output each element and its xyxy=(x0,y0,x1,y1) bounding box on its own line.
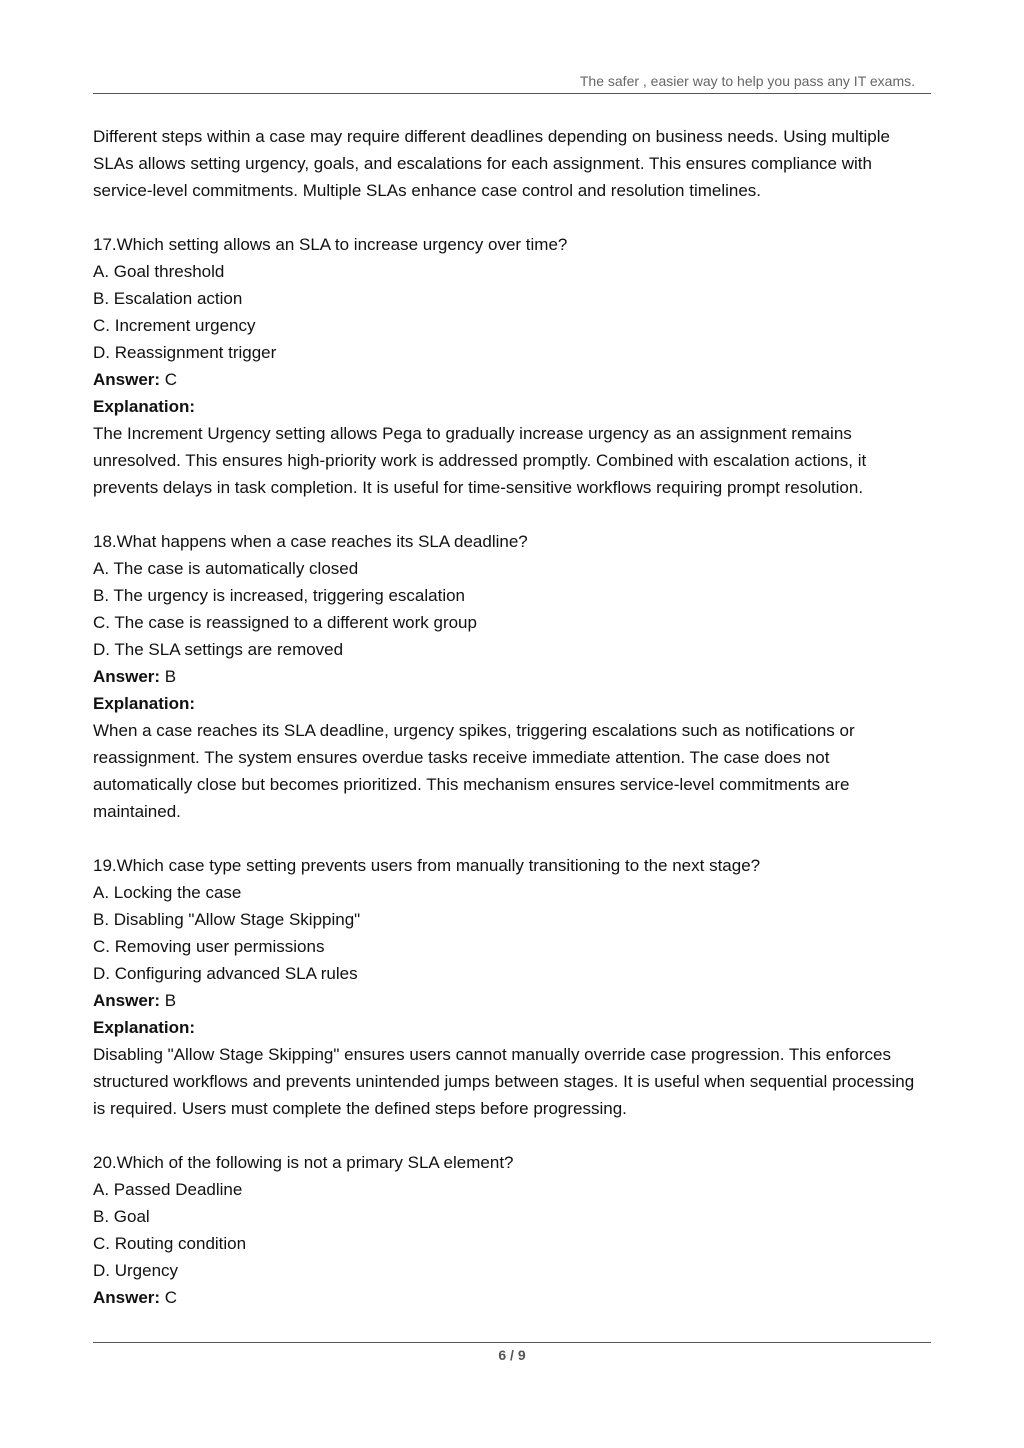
explanation-text: Disabling "Allow Stage Skipping" ensures users cannot manually override case progression. This enforces structured workflows and prevents unintended jumps between stages. It is useful when sequential processing is required. Users must complete the defined steps before progressing. xyxy=(93,1045,915,1118)
spacer xyxy=(93,825,931,852)
option-a: A. Goal threshold xyxy=(93,262,225,281)
explanation-label: Explanation: xyxy=(93,397,196,416)
answer-line xyxy=(93,987,931,1014)
option-d: D. Configuring advanced SLA rules xyxy=(93,964,358,983)
option-d: D. Urgency xyxy=(93,1261,179,1280)
answer-line xyxy=(93,366,931,393)
question-text: 20.Which of the following is not a primary SLA element? xyxy=(93,1153,514,1172)
answer-label: Answer: xyxy=(93,370,161,389)
option-d: D. The SLA settings are removed xyxy=(93,640,344,659)
answer-value: B xyxy=(160,667,177,686)
option-c: C. Removing user permissions xyxy=(93,937,325,956)
question-block-20 xyxy=(93,1149,931,1311)
option-b: B. The urgency is increased, triggering escalation xyxy=(93,586,465,605)
document-page xyxy=(93,0,931,1448)
option-d: D. Reassignment trigger xyxy=(93,343,277,362)
option-c: C. Increment urgency xyxy=(93,316,256,335)
answer-value: C xyxy=(160,370,178,389)
answer-label: Answer: xyxy=(93,991,161,1010)
explanation-label: Explanation: xyxy=(93,694,196,713)
option-c: C. Routing condition xyxy=(93,1234,247,1253)
explanation-label: Explanation: xyxy=(93,1018,196,1037)
answer-label: Answer: xyxy=(93,667,161,686)
spacer xyxy=(93,204,931,231)
question-block-19 xyxy=(93,852,931,1122)
answer-label: Answer: xyxy=(93,1288,161,1307)
answer-value: B xyxy=(160,991,177,1010)
spacer xyxy=(93,1122,931,1149)
answer-value: C xyxy=(160,1288,178,1307)
intro-paragraph: Different steps within a case may require different deadlines depending on business needs. Using multiple SLAs allows setting urgency, goals, and escalations for each assignment. This ensures compliance with service-level commitments. Multiple SLAs enhance case control and resolution timelines. xyxy=(93,127,890,200)
question-text: 18.What happens when a case reaches its SLA deadline? xyxy=(93,532,528,551)
option-c: C. The case is reassigned to a different work group xyxy=(93,613,477,632)
option-b: B. Escalation action xyxy=(93,289,243,308)
question-text: 19.Which case type setting prevents users from manually transitioning to the next stage? xyxy=(93,856,761,875)
header-divider xyxy=(93,93,931,94)
footer-divider xyxy=(93,1342,931,1343)
option-a: A. Passed Deadline xyxy=(93,1180,243,1199)
question-block-18 xyxy=(93,528,931,825)
explanation-text: The Increment Urgency setting allows Pega to gradually increase urgency as an assignment remains unresolved. This ensures high-priority work is addressed promptly. Combined with escalation actions, it prevents delays in task completion. It is useful for time-sensitive workflows requiring prompt resolution. xyxy=(93,424,867,497)
option-a: A. Locking the case xyxy=(93,883,242,902)
question-text: 17.Which setting allows an SLA to increase urgency over time? xyxy=(93,235,568,254)
question-block-17 xyxy=(93,231,931,501)
page-content xyxy=(93,123,931,1311)
option-a: A. The case is automatically closed xyxy=(93,559,359,578)
header-tagline: The safer , easier way to help you pass any IT exams. xyxy=(579,73,915,89)
spacer xyxy=(93,501,931,528)
answer-line xyxy=(93,663,931,690)
option-b: B. Disabling "Allow Stage Skipping" xyxy=(93,910,361,929)
explanation-text: When a case reaches its SLA deadline, urgency spikes, triggering escalations such as notifications or reassignment. The system ensures overdue tasks receive immediate attention. The case does not automatically close but becomes prioritized. This mechanism ensures service-level commitments are maintained. xyxy=(93,721,855,821)
option-b: B. Goal xyxy=(93,1207,150,1226)
answer-line xyxy=(93,1284,931,1311)
page-number: 6 / 9 xyxy=(498,1347,526,1363)
